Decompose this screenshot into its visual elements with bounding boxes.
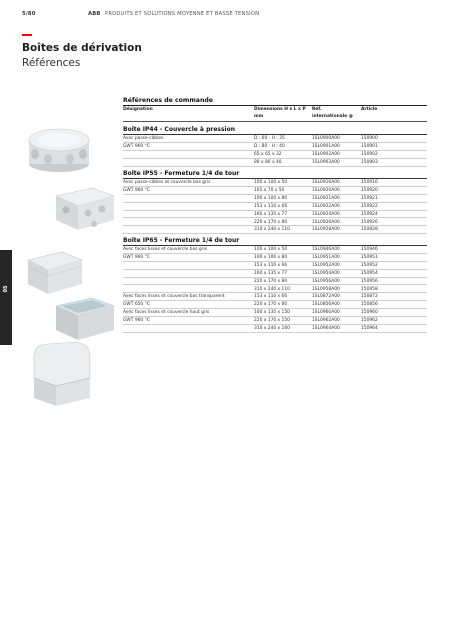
article-cell: 150921: [361, 195, 378, 201]
article-cell: 150926: [361, 219, 378, 225]
table-row: [123, 293, 427, 301]
reference-cell: 1SL0921A00: [312, 195, 340, 201]
table-row: [123, 211, 427, 219]
dimensions-cell: 310 x 240 x 110: [254, 286, 290, 292]
page-subtitle: Références: [22, 57, 81, 69]
article-cell: 150952: [361, 262, 378, 268]
designation-cell: GWT 960 °C: [123, 187, 150, 193]
ip65-high-cover-box-image: [28, 338, 94, 410]
dimensions-cell: 220 x 170 x 80: [254, 302, 288, 308]
designation-cell: GWT 650 °C: [123, 302, 150, 308]
designation-cell: Avec faces lisses et couvercle bas transparent: [123, 294, 225, 300]
designation-cell: Avec faces lisses et couvercle bas gris: [123, 247, 207, 252]
article-cell: 150901: [361, 143, 378, 149]
dimensions-cell: 153 x 110 x 66: [254, 262, 288, 268]
page-number: 5/80: [22, 11, 36, 17]
column-header-reference-sub: internationale @: [312, 113, 354, 119]
reference-cell: 1SL0901A00: [312, 143, 340, 149]
column-header-article: Article: [361, 107, 378, 112]
table-row: [123, 262, 427, 270]
article-cell: 150903: [361, 159, 378, 165]
dimensions-cell: 100 x 100 x 80: [254, 195, 288, 201]
table-row: [123, 135, 427, 143]
table-row: [123, 195, 427, 203]
accent-bar: [22, 34, 32, 36]
article-cell: 150900: [361, 136, 378, 141]
dimensions-cell: 310 x 240 x 110: [254, 227, 290, 233]
dimensions-cell: D : 80 - H : 40: [254, 143, 285, 149]
table-row: [123, 159, 427, 167]
table-row: [123, 317, 427, 325]
column-header-dimensions: [254, 107, 306, 120]
designation-cell: GWT 960 °C: [123, 318, 150, 324]
dimensions-cell: 160 x 135 x 77: [254, 211, 288, 217]
reference-cell: 1SL0962A00: [312, 318, 340, 324]
designation-cell: Avec faces lisses et couvercle haut gris: [123, 310, 210, 316]
dimensions-cell: 105 x 70 x 50: [254, 187, 285, 193]
dimensions-cell: D : 60 - H : 35: [254, 136, 285, 141]
header-title: PRODUITS ET SOLUTIONS MOYENNE ET BASSE TENSION: [105, 11, 260, 17]
table-row: [123, 143, 427, 151]
reference-cell: 1SL0900A00: [312, 136, 340, 141]
dimensions-cell: 153 x 110 x 66: [254, 294, 288, 300]
table-row: [123, 286, 427, 294]
table-row: [123, 278, 427, 286]
table-row: [123, 301, 427, 309]
column-header-reference-label: Réf.: [312, 107, 322, 112]
table-row: [123, 309, 427, 317]
designation-cell: GWT 960 °C: [123, 143, 150, 149]
column-header-dimensions-unit: mm: [254, 113, 264, 119]
dimensions-cell: 65 x 65 x 32: [254, 151, 282, 157]
table-row: [123, 226, 427, 234]
article-cell: 150922: [361, 203, 378, 209]
article-cell: 150924: [361, 211, 378, 217]
reference-cell: 1SL0856A00: [312, 302, 340, 308]
group-title: Boîte IP44 - Couvercle à pression: [123, 126, 235, 133]
header-divider: [123, 121, 427, 122]
table-row: [123, 219, 427, 227]
reference-cell: 1SL0956A00: [312, 278, 340, 284]
article-cell: 150920: [361, 187, 378, 193]
reference-cell: 1SL0903A00: [312, 159, 340, 165]
dimensions-cell: 160 x 135 x 77: [254, 270, 288, 276]
dimensions-cell: 160 x 135 x 150: [254, 310, 290, 316]
article-cell: 150928: [361, 227, 378, 233]
brand-name: ABB: [88, 11, 101, 17]
dimensions-cell: 100 x 100 x 50: [254, 180, 288, 185]
table-row: [123, 179, 427, 187]
chapter-tab-label: 05: [3, 285, 9, 293]
section-divider: [123, 105, 427, 106]
reference-cell: 1SL0964A00: [312, 326, 340, 331]
designation-cell: GWT 960 °C: [123, 254, 150, 260]
article-cell: 150902: [361, 151, 378, 157]
article-cell: 150958: [361, 286, 378, 292]
article-cell: 150956: [361, 278, 378, 284]
reference-cell: 1SL0920A00: [312, 187, 340, 193]
ip55-junction-box-image: [52, 180, 118, 234]
running-header: [22, 11, 260, 17]
reference-cell: 1SL0958A00: [312, 286, 340, 292]
dimensions-cell: 310 x 240 x 160: [254, 326, 290, 331]
group-title: Boîte IP65 - Fermeture 1/4 de tour: [123, 237, 240, 244]
ip65-grey-box-image: [24, 246, 86, 298]
article-cell: 150946: [361, 247, 378, 252]
article-cell: 150964: [361, 326, 378, 331]
reference-cell: 1SL0951A00: [312, 254, 340, 260]
reference-cell: 1SL0916A00: [312, 180, 340, 185]
dimensions-cell: 100 x 100 x 50: [254, 247, 288, 252]
reference-cell: 1SL0928A00: [312, 227, 340, 233]
column-header-dimensions-label: Dimensions H x L x P: [254, 107, 306, 112]
reference-cell: 1SL0924A00: [312, 211, 340, 217]
reference-cell: 1SL0926A00: [312, 219, 340, 225]
table-row: [123, 151, 427, 159]
table-row: [123, 187, 427, 195]
article-cell: 150951: [361, 254, 378, 260]
article-cell: 150962: [361, 318, 378, 324]
table-row: [123, 246, 427, 254]
dimensions-cell: 100 x 100 x 80: [254, 254, 288, 260]
table-row: [123, 325, 427, 333]
table-row: [123, 254, 427, 262]
designation-cell: Avec passe-câbles et couvercle bas gris: [123, 180, 211, 185]
column-header-reference: [312, 107, 353, 120]
article-cell: 150916: [361, 180, 378, 185]
column-header-designation: Désignation: [123, 107, 153, 112]
designation-cell: Avec passe-câbles: [123, 136, 164, 141]
article-cell: 150954: [361, 270, 378, 276]
dimensions-cell: 80 x 80 x 40: [254, 159, 282, 165]
dimensions-cell: 220 x 170 x 150: [254, 318, 290, 324]
reference-cell: 1SL0952A00: [312, 262, 340, 268]
chapter-tab: [0, 250, 12, 345]
article-cell: 150872: [361, 294, 378, 300]
article-cell: 150960: [361, 310, 378, 316]
page-title: Boîtes de dérivation: [22, 42, 142, 54]
group-title: Boîte IP55 - Fermeture 1/4 de tour: [123, 170, 240, 177]
reference-cell: 1SL0946A00: [312, 247, 340, 252]
dimensions-cell: 153 x 110 x 66: [254, 203, 288, 209]
ip65-transparent-box-image: [52, 292, 118, 344]
reference-cell: 1SL0902A00: [312, 151, 340, 157]
dimensions-cell: 220 x 170 x 80: [254, 278, 288, 284]
table-row: [123, 203, 427, 211]
reference-cell: 1SL0960A00: [312, 310, 340, 316]
table-row: [123, 270, 427, 278]
round-junction-box-image: [26, 126, 92, 174]
reference-cell: 1SL0922A00: [312, 203, 340, 209]
article-cell: 150856: [361, 302, 378, 308]
dimensions-cell: 220 x 170 x 80: [254, 219, 288, 225]
reference-cell: 1SL0954A00: [312, 270, 340, 276]
section-title: Références de commande: [123, 97, 214, 104]
reference-cell: 1SL0872A00: [312, 294, 340, 300]
